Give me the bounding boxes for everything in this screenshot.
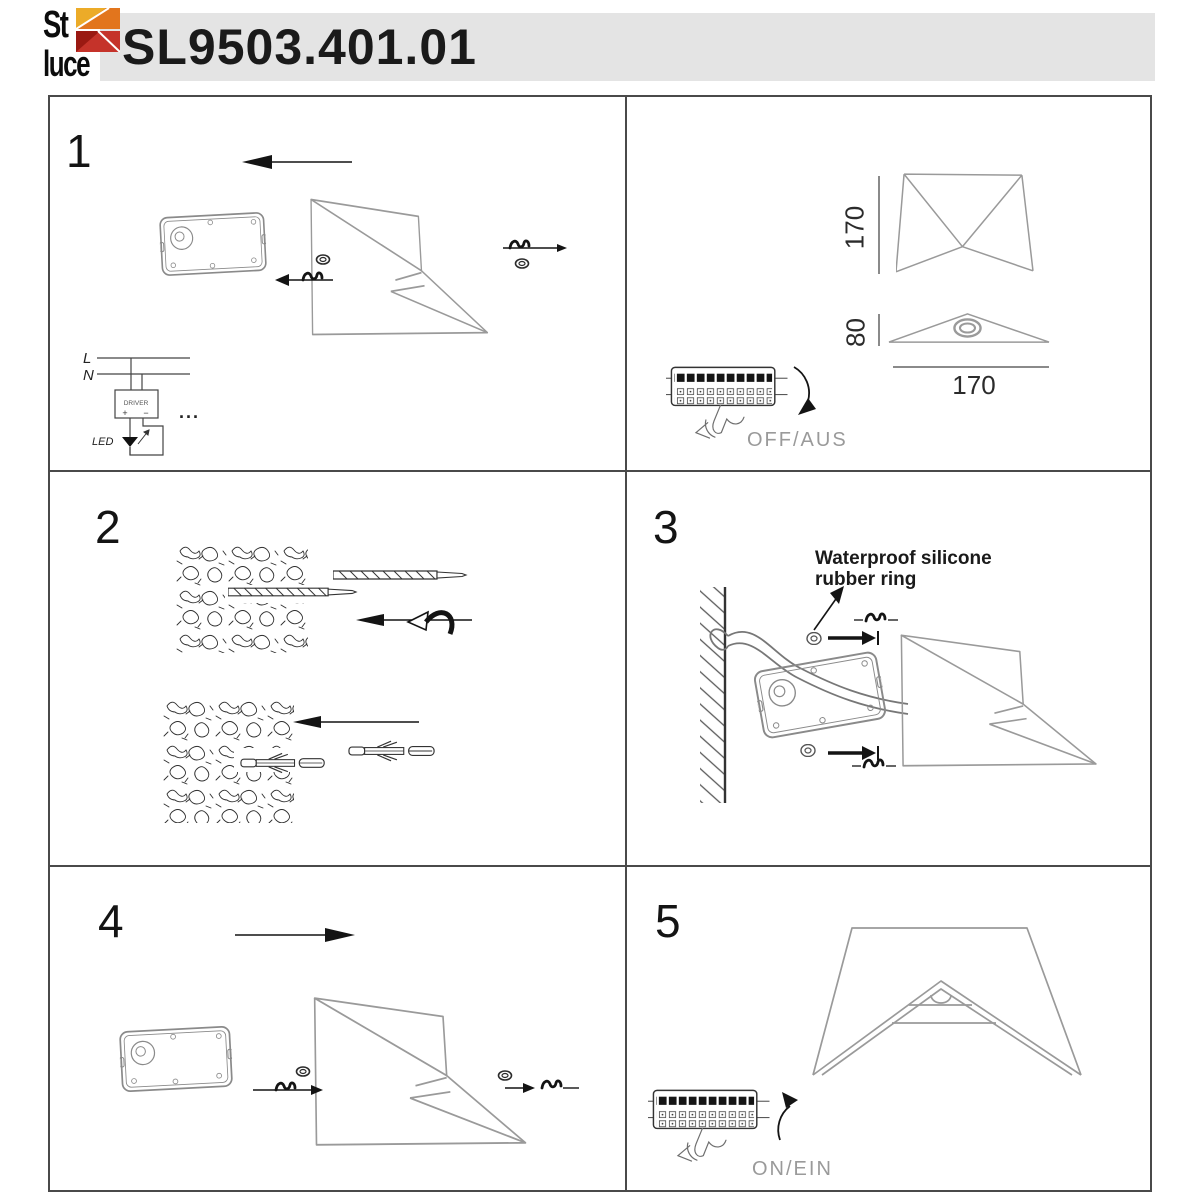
logo-text-bottom: luce xyxy=(43,43,90,84)
screw-arrow-right-icon xyxy=(253,1080,323,1100)
arrow-left-icon xyxy=(293,712,421,732)
title-bar xyxy=(100,13,1155,81)
brand-logo xyxy=(43,6,123,86)
dim-depth: 80 xyxy=(840,318,871,347)
screw-ring-icon xyxy=(315,254,331,265)
switch-on-label: ON/EIN xyxy=(752,1158,833,1180)
wiring-live-label: L xyxy=(83,350,92,367)
screw-ring-icon xyxy=(295,1066,311,1077)
terminal-block-hand-drawing xyxy=(648,1083,784,1163)
lamp-mounted-bottom-view-drawing xyxy=(808,925,1086,1080)
product-code-title: SL9503.401.01 xyxy=(122,19,477,75)
note-line1: Waterproof silicone xyxy=(815,548,992,569)
drill-bit-icon xyxy=(228,585,358,599)
logo-text-top: St xyxy=(43,4,68,46)
lamp-front-view-drawing xyxy=(896,172,1037,275)
terminal-block-hand-drawing xyxy=(666,360,802,440)
lamp-body-drawing xyxy=(898,628,1101,773)
step3-number: 3 xyxy=(653,501,679,553)
wiring-neutral-label: N xyxy=(83,367,94,384)
silicone-ring-icon xyxy=(806,632,822,645)
hand-icon xyxy=(696,405,744,438)
rotate-turn-icon xyxy=(406,598,456,636)
arrow-left-icon xyxy=(242,152,354,172)
grid-horizontal-divider-2 xyxy=(50,865,1150,867)
lamp-body-drawing xyxy=(308,192,492,342)
dim-width: 170 xyxy=(952,370,996,400)
arrow-right-icon xyxy=(235,925,357,945)
note-line2: rubber ring xyxy=(815,569,917,590)
step5-number: 5 xyxy=(655,895,681,947)
screw-squiggle-icon xyxy=(854,612,900,628)
grid-vertical-divider xyxy=(625,97,627,1190)
header xyxy=(0,0,1200,95)
driver-minus: − xyxy=(143,408,149,418)
silicone-ring-icon xyxy=(800,744,816,757)
screw-arrow-right-icon xyxy=(505,1078,581,1098)
switch-off-label: OFF/AUS xyxy=(747,429,848,451)
screw-ring-icon xyxy=(514,258,530,269)
led-label: LED xyxy=(92,436,114,448)
drill-bit-icon xyxy=(333,568,468,582)
grid-horizontal-divider-1 xyxy=(50,470,1150,472)
dim-line-front-height xyxy=(878,176,880,274)
dim-front-height: 170 xyxy=(839,205,870,250)
mounting-plate-drawing xyxy=(118,1025,233,1093)
rotate-arrow-down-icon xyxy=(790,365,816,417)
driver-plus: + xyxy=(122,408,128,418)
step4-number: 4 xyxy=(98,895,124,947)
wall-anchor-icon xyxy=(348,740,438,762)
driver-label: DRIVER xyxy=(123,400,149,407)
rotate-arrow-up-icon xyxy=(774,1090,800,1142)
screw-squiggle-icon xyxy=(852,758,898,774)
hand-icon xyxy=(678,1128,726,1161)
wiring-diagram xyxy=(75,340,215,470)
wall-anchor-icon xyxy=(240,752,328,774)
dim-line-width xyxy=(893,366,1049,368)
screw-arrow-left-icon xyxy=(275,270,335,290)
wiring-dots: ... xyxy=(179,402,201,422)
mounting-plate-drawing xyxy=(159,211,268,276)
dim-line-depth xyxy=(878,314,880,346)
lamp-bottom-view-drawing xyxy=(888,310,1051,346)
step2-number: 2 xyxy=(95,501,121,553)
screw-drive-arrow-icon xyxy=(828,629,880,647)
screw-arrow-right-icon xyxy=(503,238,567,258)
step1-number: 1 xyxy=(66,125,92,177)
